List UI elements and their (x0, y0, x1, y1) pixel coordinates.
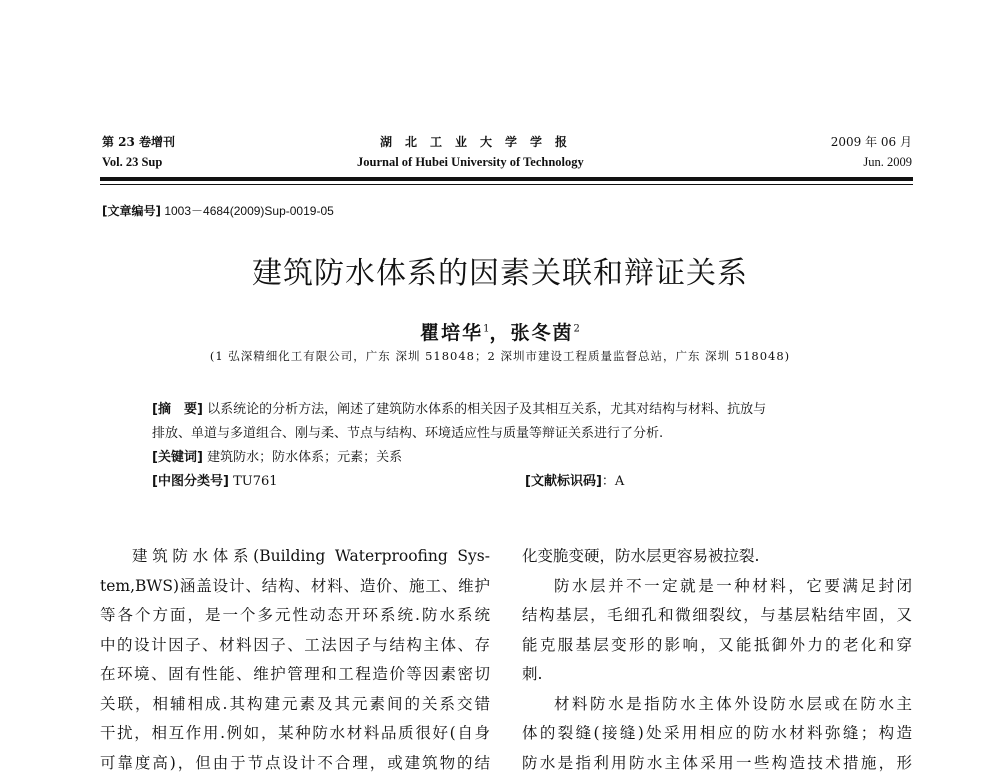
author-2-name: 张冬茵 (511, 322, 574, 344)
keywords-label: 关键词 (158, 450, 197, 465)
body-right-line: 能克服基层变形的影响，又能抵御外力的老化和穿 (522, 631, 912, 661)
body-left-line: 关联，相辅相成.其构建元素及其元素间的关系交错 (100, 690, 490, 720)
document-code-value: ：A (602, 474, 624, 489)
body-right-line: 防水是指利用防水主体采用一些构造技术措施，形 (522, 749, 912, 778)
classification-label: 中图分类号 (158, 474, 223, 489)
body-right-column (522, 542, 912, 778)
abstract-label: 摘 要 (158, 402, 197, 417)
article-number: [文章编号] 1003－4684(2009)Sup-0019-05 (102, 202, 334, 219)
classification: [中图分类号] TU761 (152, 470, 278, 494)
keywords-value: 建筑防水；防水体系；元素；关系 (207, 450, 402, 465)
keywords: [关键词] 建筑防水；防水体系；元素；关系 (152, 446, 402, 470)
header-rule-thin (100, 184, 913, 185)
header-rule-thick (100, 177, 913, 181)
issue-date-en: Jun. 2009 (863, 154, 912, 170)
classification-value: TU761 (233, 474, 277, 489)
journal-name-cn: 湖北工业大学学报 (380, 134, 580, 150)
body-left-line: 可靠度高)，但由于节点设计不合理，或建筑物的结 (100, 749, 490, 778)
volume-en: Vol. 23 Sup (102, 154, 162, 170)
body-left-line: 在环境、固有性能、维护管理和工程造价等因素密切 (100, 660, 490, 690)
body-left-line: tem,BWS)涵盖设计、结构、材料、造价、施工、维护 (100, 572, 490, 602)
journal-name-en: Journal of Hubei University of Technology (357, 154, 584, 170)
abstract-text-1: 以系统论的分析方法，阐述了建筑防水体系的相关因子及其相互关系，尤其对结构与材料、抗放与 (207, 402, 766, 417)
affiliations: (1 弘深精细化工有限公司，广东 深圳 518048；2 深圳市建设工程质量监督总站，广东 深圳 518048) (0, 348, 1000, 364)
body-right-line: 刺. (522, 660, 912, 690)
author-1-sup: 1 (483, 324, 489, 335)
body-right-line: 化变脆变硬，防水层更容易被拉裂. (522, 542, 912, 572)
volume-cn: 第 23 卷增刊 (102, 134, 175, 150)
body-left-column (100, 542, 490, 778)
abstract-text-2: 排放、单道与多道组合、刚与柔、节点与结构、环境适应性与质量等辩证关系进行了分析. (152, 426, 663, 441)
body-right-line: 防水层并不一定就是一种材料，它要满足封闭 (522, 572, 912, 602)
body-left-line: 中的设计因子、材料因子、工法因子与结构主体、存 (100, 631, 490, 661)
author-2-sup: 2 (574, 324, 580, 335)
document-code: [文献标识码]：A (525, 470, 624, 494)
authors (0, 318, 1000, 345)
article-number-label: 文章编号 (107, 204, 155, 218)
abstract-line-1: [摘 要] 以系统论的分析方法，阐述了建筑防水体系的相关因子及其相互关系，尤其对结构与材料、抗放与 (152, 398, 766, 422)
body-right-line: 结构基层，毛细孔和微细裂纹，与基层粘结牢固，又 (522, 601, 912, 631)
paper-title: 建筑防水体系的因素关联和辩证关系 (0, 248, 1000, 292)
author-separator: ， (489, 322, 510, 344)
body-right-line: 材料防水是指防水主体外设防水层或在防水主 (522, 690, 912, 720)
body-left-line: 等各个方面，是一个多元性动态开环系统.防水系统 (100, 601, 490, 631)
author-1-name: 瞿培华 (420, 322, 483, 344)
abstract-line-2 (152, 422, 663, 446)
document-code-label: 文献标识码 (531, 474, 596, 489)
issue-date-cn: 2009 年 06 月 (831, 134, 912, 150)
body-left-line: 干扰，相互作用.例如，某种防水材料品质很好(自身 (100, 719, 490, 749)
body-right-line: 体的裂缝(接缝)处采用相应的防水材料弥缝；构造 (522, 719, 912, 749)
body-left-line: 建筑防水体系(Building Waterproofing Sys- (100, 542, 490, 572)
article-number-value: 1003－4684(2009)Sup-0019-05 (164, 204, 333, 218)
